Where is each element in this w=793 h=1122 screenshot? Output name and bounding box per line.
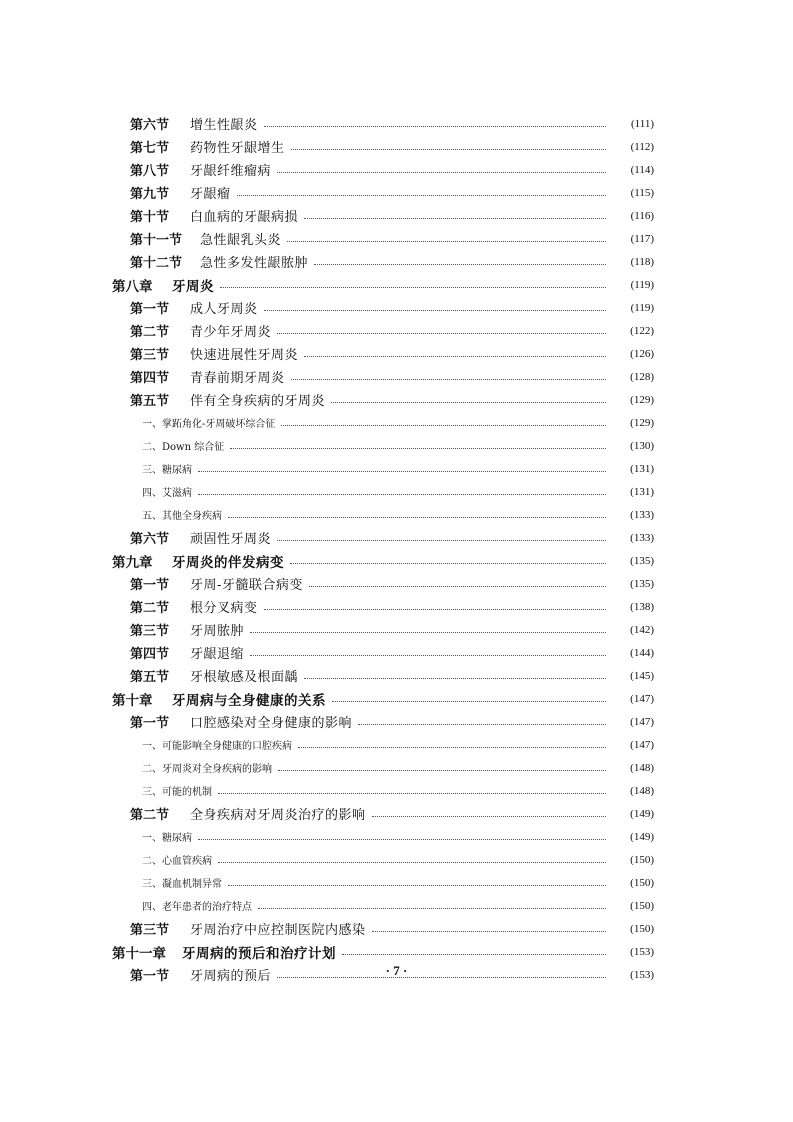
toc-chapter-title: 牙周炎 xyxy=(172,278,214,295)
dot-leader xyxy=(198,494,606,495)
toc-chapter-title: 牙周炎的伴发病变 xyxy=(172,554,284,571)
toc-page-number: (129) xyxy=(630,393,654,406)
dot-leader xyxy=(277,172,606,173)
toc-section-title: 伴有全身疾病的牙周炎 xyxy=(190,394,326,409)
toc-item-title: 三、可能的机制 xyxy=(142,787,212,798)
toc-chapter-label: 第八章 xyxy=(112,278,153,295)
toc-page-number: (114) xyxy=(630,163,654,176)
toc-section-title: 白血病的牙龈病损 xyxy=(190,210,299,225)
toc-section-title: 青少年牙周炎 xyxy=(190,325,272,340)
toc-chapter-row xyxy=(112,273,654,296)
toc-section-row xyxy=(112,365,654,388)
toc-page-number: (131) xyxy=(630,462,654,475)
toc-item-row xyxy=(112,825,654,848)
toc-section-title: 药物性牙龈增生 xyxy=(190,141,285,156)
toc-section-label: 第五节 xyxy=(130,394,170,409)
toc-section-row xyxy=(112,135,654,158)
toc-section-row xyxy=(112,802,654,825)
toc-section-title: 牙周-牙髓联合病变 xyxy=(190,578,303,593)
toc-page-number: (111) xyxy=(630,117,654,130)
dot-leader xyxy=(258,908,606,909)
toc-chapter-row xyxy=(112,549,654,572)
toc-section-label: 第一节 xyxy=(130,716,170,731)
toc-section-title: 口腔感染对全身健康的影响 xyxy=(190,716,353,731)
dot-leader xyxy=(281,425,606,426)
toc-page-number: (133) xyxy=(630,508,654,521)
dot-leader xyxy=(332,701,606,702)
toc-page-number: (117) xyxy=(630,232,654,245)
toc-page-number: (145) xyxy=(630,669,654,682)
toc-page-number: (119) xyxy=(630,301,654,314)
toc-section-label: 第二节 xyxy=(130,808,170,823)
dot-leader xyxy=(372,931,606,932)
dot-leader xyxy=(230,448,606,449)
toc-section-label: 第三节 xyxy=(130,923,170,938)
toc-chapter-row xyxy=(112,940,654,963)
toc-section-label: 第六节 xyxy=(130,532,170,547)
toc-section-row xyxy=(112,710,654,733)
toc-item-row xyxy=(112,779,654,802)
dot-leader xyxy=(287,241,606,242)
dot-leader xyxy=(228,885,606,886)
toc-section-label: 第一节 xyxy=(130,302,170,317)
toc-page-number: (148) xyxy=(630,761,654,774)
dot-leader xyxy=(304,678,606,679)
dot-leader xyxy=(298,747,606,748)
toc-chapter-label: 第十一章 xyxy=(112,945,166,962)
toc-page-number: (126) xyxy=(630,347,654,360)
toc-page-number: (112) xyxy=(630,140,654,153)
toc-section-row xyxy=(112,319,654,342)
toc-section-row xyxy=(112,664,654,687)
toc-page-number: (116) xyxy=(630,209,654,222)
toc-section-row xyxy=(112,526,654,549)
toc-section-label: 第四节 xyxy=(130,647,170,662)
toc-page-number: (149) xyxy=(630,807,654,820)
toc-section-title: 增生性龈炎 xyxy=(190,118,258,133)
dot-leader xyxy=(342,954,606,955)
toc-page-number: (150) xyxy=(630,853,654,866)
toc-section-row xyxy=(112,388,654,411)
toc-section-title: 牙龈纤维瘤病 xyxy=(190,164,272,179)
toc-section-label: 第八节 xyxy=(130,164,170,179)
toc-section-row xyxy=(112,572,654,595)
dot-leader xyxy=(314,264,606,265)
toc-item-title: 二、牙周炎对全身疾病的影响 xyxy=(142,764,272,775)
page-number: · 7 · xyxy=(385,963,408,978)
toc-page-number: (147) xyxy=(630,692,654,705)
dot-leader xyxy=(228,517,606,518)
toc-item-row xyxy=(112,457,654,480)
toc-section-label: 第十节 xyxy=(130,210,170,225)
toc-item-row xyxy=(112,434,654,457)
toc-chapter-title: 牙周病的预后和治疗计划 xyxy=(182,945,336,962)
toc-section-label: 第三节 xyxy=(130,348,170,363)
toc-section-label: 第六节 xyxy=(130,118,170,133)
toc-section-row xyxy=(112,204,654,227)
toc-page-number: (122) xyxy=(630,324,654,337)
toc-item-row xyxy=(112,480,654,503)
toc-section-row xyxy=(112,917,654,940)
toc-section-title: 成人牙周炎 xyxy=(190,302,258,317)
table-of-contents xyxy=(112,112,654,986)
toc-page-number: (147) xyxy=(630,738,654,751)
toc-section-title: 牙周脓肿 xyxy=(190,624,245,639)
toc-section-label: 第四节 xyxy=(130,371,170,386)
dot-leader xyxy=(304,218,606,219)
dot-leader xyxy=(264,310,606,311)
toc-page-number: (138) xyxy=(630,600,654,613)
dot-leader xyxy=(309,586,606,587)
toc-page-number: (149) xyxy=(630,830,654,843)
toc-section-label: 第十二节 xyxy=(130,256,183,271)
dot-leader xyxy=(264,609,606,610)
toc-page-number: (150) xyxy=(630,922,654,935)
dot-leader xyxy=(218,793,606,794)
toc-section-row xyxy=(112,342,654,365)
toc-section-row xyxy=(112,181,654,204)
toc-section-title: 根分叉病变 xyxy=(190,601,258,616)
toc-page-number: (119) xyxy=(630,278,654,291)
toc-item-title: 四、艾滋病 xyxy=(142,488,192,499)
toc-section-row xyxy=(112,595,654,618)
dot-leader xyxy=(198,471,606,472)
toc-section-row xyxy=(112,227,654,250)
dot-leader xyxy=(372,816,606,817)
toc-section-label: 第一节 xyxy=(130,578,170,593)
toc-item-row xyxy=(112,756,654,779)
toc-section-label: 第十一节 xyxy=(130,233,183,248)
toc-item-row xyxy=(112,411,654,434)
toc-section-row xyxy=(112,250,654,273)
toc-page-number: (153) xyxy=(630,945,654,958)
toc-page-number: (148) xyxy=(630,784,654,797)
toc-page-number: (150) xyxy=(630,876,654,889)
dot-leader xyxy=(291,379,606,380)
toc-chapter-label: 第九章 xyxy=(112,554,153,571)
toc-section-title: 牙龈退缩 xyxy=(190,647,245,662)
toc-page-number: (128) xyxy=(630,370,654,383)
toc-section-title: 急性龈乳头炎 xyxy=(200,233,282,248)
dot-leader xyxy=(237,195,606,196)
toc-page-number: (142) xyxy=(630,623,654,636)
toc-chapter-title: 牙周病与全身健康的关系 xyxy=(172,692,326,709)
toc-section-title: 牙龈瘤 xyxy=(190,187,231,202)
toc-item-title: 四、老年患者的治疗特点 xyxy=(142,902,252,913)
toc-item-title: 二、心血管疾病 xyxy=(142,856,212,867)
toc-section-label: 第三节 xyxy=(130,624,170,639)
dot-leader xyxy=(290,563,606,564)
toc-page-number: (118) xyxy=(630,255,654,268)
toc-chapter-label: 第十章 xyxy=(112,692,153,709)
dot-leader xyxy=(277,333,606,334)
toc-page-number: (130) xyxy=(630,439,654,452)
toc-section-title: 青春前期牙周炎 xyxy=(190,371,285,386)
toc-section-label: 第五节 xyxy=(130,670,170,685)
toc-section-title: 全身疾病对牙周炎治疗的影响 xyxy=(190,808,366,823)
dot-leader xyxy=(250,632,606,633)
toc-item-row xyxy=(112,894,654,917)
toc-page-number: (115) xyxy=(630,186,654,199)
toc-item-title: 二、Down 综合征 xyxy=(142,442,225,453)
toc-page-number: (153) xyxy=(630,968,654,981)
toc-section-row xyxy=(112,112,654,135)
toc-section-row xyxy=(112,641,654,664)
toc-item-row xyxy=(112,503,654,526)
toc-page-number: (144) xyxy=(630,646,654,659)
toc-chapter-row xyxy=(112,687,654,710)
toc-section-label: 第二节 xyxy=(130,325,170,340)
toc-section-label: 第九节 xyxy=(130,187,170,202)
toc-page-number: (135) xyxy=(630,577,654,590)
dot-leader xyxy=(304,356,606,357)
toc-section-title: 牙根敏感及根面龋 xyxy=(190,670,299,685)
toc-section-label: 第二节 xyxy=(130,601,170,616)
toc-page-number: (135) xyxy=(630,554,654,567)
toc-item-title: 一、糖尿病 xyxy=(142,833,192,844)
toc-item-row xyxy=(112,848,654,871)
dot-leader xyxy=(198,839,606,840)
toc-page-number: (131) xyxy=(630,485,654,498)
toc-page-number: (150) xyxy=(630,899,654,912)
toc-item-title: 五、其他全身疾病 xyxy=(142,511,222,522)
dot-leader xyxy=(220,287,606,288)
dot-leader xyxy=(264,126,606,127)
toc-section-row xyxy=(112,618,654,641)
toc-section-title: 牙周病的预后 xyxy=(190,969,272,984)
dot-leader xyxy=(331,402,606,403)
toc-page-number: (147) xyxy=(630,715,654,728)
toc-item-title: 一、可能影响全身健康的口腔疾病 xyxy=(142,741,292,752)
dot-leader xyxy=(291,149,606,150)
toc-section-title: 快速进展性牙周炎 xyxy=(190,348,299,363)
toc-section-row xyxy=(112,158,654,181)
dot-leader xyxy=(218,862,606,863)
toc-section-label: 第七节 xyxy=(130,141,170,156)
toc-section-title: 牙周治疗中应控制医院内感染 xyxy=(190,923,366,938)
toc-section-row xyxy=(112,296,654,319)
toc-page-number: (133) xyxy=(630,531,654,544)
toc-section-label: 第一节 xyxy=(130,969,170,984)
toc-item-row xyxy=(112,733,654,756)
dot-leader xyxy=(250,655,606,656)
toc-item-row xyxy=(112,871,654,894)
toc-item-title: 一、掌跖角化-牙周破坏综合征 xyxy=(142,419,276,430)
toc-section-title: 急性多发性龈脓肿 xyxy=(200,256,309,271)
toc-section-title: 顽固性牙周炎 xyxy=(190,532,272,547)
dot-leader xyxy=(278,770,606,771)
toc-item-title: 三、凝血机制异常 xyxy=(142,879,222,890)
dot-leader xyxy=(358,724,606,725)
toc-page-number: (129) xyxy=(630,416,654,429)
toc-item-title: 三、糖尿病 xyxy=(142,465,192,476)
dot-leader xyxy=(277,540,606,541)
